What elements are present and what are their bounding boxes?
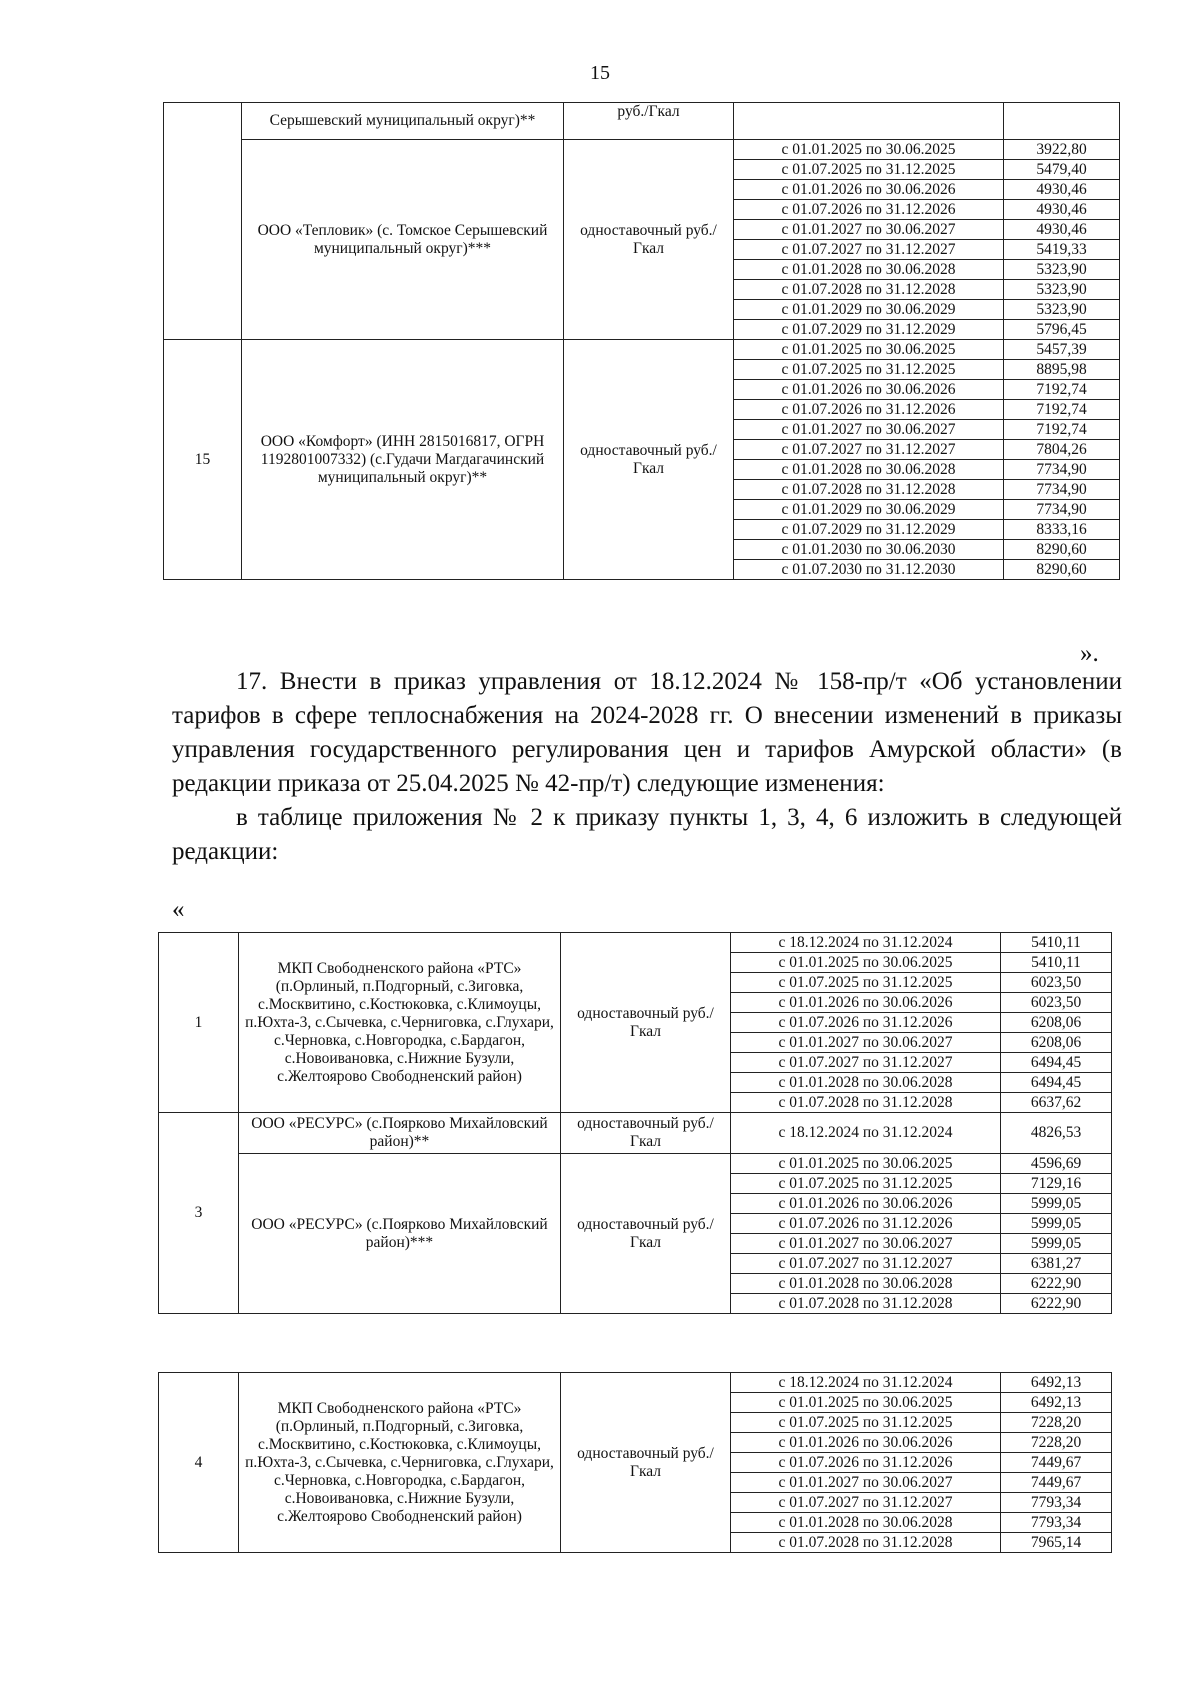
number-cell: 1 — [159, 933, 239, 1113]
period-cell — [734, 103, 1004, 140]
closing-quote: ». — [1080, 640, 1099, 667]
tariff-value-cell: 7734,90 — [1004, 460, 1120, 480]
period-cell: с 01.01.2026 по 30.06.2026 — [734, 180, 1004, 200]
tariff-value-cell: 6023,50 — [1001, 993, 1112, 1013]
tariff-value-cell: 8290,60 — [1004, 540, 1120, 560]
tariff-value-cell: 5323,90 — [1004, 280, 1120, 300]
organization-cell: МКП Свободненского района «РТС» (п.Орлиный, п.Подгорный, с.Зиговка, с.Москвитино, с.Костюковка, с.Климоуцы, п.Юхта-3, с.Сычевка, с.Черниговка, с.Глухари, с.Черновка, с.Новгородка, с.Бардагон, с.Новоивановка, с.Нижние Бузули, с.Желтоярово Свободненский район) — [239, 933, 561, 1113]
period-cell: с 01.01.2028 по 30.06.2028 — [731, 1073, 1001, 1093]
period-cell: с 01.01.2026 по 30.06.2026 — [731, 1194, 1001, 1214]
tariff-value-cell: 4930,46 — [1004, 200, 1120, 220]
period-cell: с 01.07.2026 по 31.12.2026 — [731, 1214, 1001, 1234]
tariff-value-cell: 5457,39 — [1004, 340, 1120, 360]
period-cell: с 01.01.2027 по 30.06.2027 — [731, 1234, 1001, 1254]
period-cell: с 01.07.2028 по 31.12.2028 — [731, 1294, 1001, 1314]
table-row — [164, 340, 1120, 360]
period-cell: с 18.12.2024 по 31.12.2024 — [731, 1373, 1001, 1393]
tariff-value-cell: 3922,80 — [1004, 140, 1120, 160]
tariff-value-cell: 7449,67 — [1001, 1453, 1112, 1473]
tariff-value-cell: 5796,45 — [1004, 320, 1120, 340]
period-cell: с 01.01.2026 по 30.06.2026 — [731, 993, 1001, 1013]
period-cell: с 01.07.2025 по 31.12.2025 — [731, 1413, 1001, 1433]
period-cell: с 01.01.2025 по 30.06.2025 — [734, 140, 1004, 160]
organization-cell: ООО «РЕСУРС» (с.Поярково Михайловский район)** — [239, 1113, 561, 1154]
period-cell: с 01.07.2026 по 31.12.2026 — [731, 1453, 1001, 1473]
period-cell: с 01.01.2025 по 30.06.2025 — [731, 953, 1001, 973]
tariff-type-cell: одноставочный руб./Гкал — [564, 340, 734, 580]
number-cell: 3 — [159, 1113, 239, 1314]
tariff-value-cell: 6494,45 — [1001, 1073, 1112, 1093]
period-cell: с 01.01.2028 по 30.06.2028 — [731, 1274, 1001, 1294]
period-cell: с 01.01.2028 по 30.06.2028 — [734, 460, 1004, 480]
tariff-value-cell: 7804,26 — [1004, 440, 1120, 460]
tariff-value-cell: 6222,90 — [1001, 1274, 1112, 1294]
tariff-value-cell: 4826,53 — [1001, 1113, 1112, 1154]
number-cell — [164, 103, 242, 340]
tariff-value-cell: 7228,20 — [1001, 1433, 1112, 1453]
organization-cell: МКП Свободненского района «РТС» (п.Орлиный, п.Подгорный, с.Зиговка, с.Москвитино, с.Костюковка, с.Климоуцы, п.Юхта-3, с.Сычевка, с.Черниговка, с.Глухари, с.Черновка, с.Новгородка, с.Бардагон, с.Новоивановка, с.Нижние Бузули, с.Желтоярово Свободненский район) — [239, 1373, 561, 1553]
period-cell: с 01.01.2025 по 30.06.2025 — [731, 1393, 1001, 1413]
tariff-value-cell: 7793,34 — [1001, 1493, 1112, 1513]
tariff-value-cell: 5323,90 — [1004, 260, 1120, 280]
period-cell: с 01.07.2026 по 31.12.2026 — [734, 400, 1004, 420]
tariff-value-cell: 7965,14 — [1001, 1533, 1112, 1553]
tariff-type-cell: одноставочный руб./Гкал — [561, 1373, 731, 1553]
period-cell: с 01.07.2028 по 31.12.2028 — [731, 1093, 1001, 1113]
tariff-value-cell: 7129,16 — [1001, 1174, 1112, 1194]
paragraph-17-sub: в таблице приложения № 2 к приказу пункты 1, 3, 4, 6 изложить в следующей редакции: — [172, 804, 1122, 865]
tariff-type-cell: руб./Гкал — [564, 103, 734, 140]
period-cell: с 01.01.2027 по 30.06.2027 — [734, 420, 1004, 440]
tariff-value-cell: 7793,34 — [1001, 1513, 1112, 1533]
tariff-value-cell: 7228,20 — [1001, 1413, 1112, 1433]
period-cell: с 01.01.2027 по 30.06.2027 — [734, 220, 1004, 240]
tariff-value-cell: 5410,11 — [1001, 953, 1112, 973]
period-cell: с 01.01.2030 по 30.06.2030 — [734, 540, 1004, 560]
period-cell: с 01.01.2027 по 30.06.2027 — [731, 1033, 1001, 1053]
opening-quote: « — [172, 896, 185, 923]
tariff-value-cell: 5323,90 — [1004, 300, 1120, 320]
tariff-value-cell: 5999,05 — [1001, 1194, 1112, 1214]
tariff-value-cell: 4930,46 — [1004, 220, 1120, 240]
period-cell: с 01.07.2028 по 31.12.2028 — [734, 480, 1004, 500]
period-cell: с 18.12.2024 по 31.12.2024 — [731, 933, 1001, 953]
tariff-value-cell: 6208,06 — [1001, 1033, 1112, 1053]
tariff-table-1 — [163, 102, 1120, 580]
tariff-value-cell — [1004, 103, 1120, 140]
period-cell: с 01.01.2028 по 30.06.2028 — [731, 1513, 1001, 1533]
period-cell: с 01.07.2027 по 31.12.2027 — [734, 440, 1004, 460]
tariff-value-cell: 7192,74 — [1004, 420, 1120, 440]
tariff-value-cell: 6637,62 — [1001, 1093, 1112, 1113]
tariff-table-3 — [158, 1372, 1112, 1553]
number-cell: 4 — [159, 1373, 239, 1553]
tariff-value-cell: 7192,74 — [1004, 380, 1120, 400]
period-cell: с 01.01.2026 по 30.06.2026 — [731, 1433, 1001, 1453]
period-cell: с 01.07.2025 по 31.12.2025 — [734, 160, 1004, 180]
tariff-value-cell: 8333,16 — [1004, 520, 1120, 540]
period-cell: с 01.07.2025 по 31.12.2025 — [731, 1174, 1001, 1194]
table-row — [159, 1154, 1112, 1174]
table-row — [164, 103, 1120, 140]
number-cell: 15 — [164, 340, 242, 580]
tariff-type-cell: одноставочный руб./Гкал — [561, 1113, 731, 1154]
period-cell: с 18.12.2024 по 31.12.2024 — [731, 1113, 1001, 1154]
organization-cell: ООО «Комфорт» (ИНН 2815016817, ОГРН 1192801007332) (с.Гудачи Магдагачинский муниципальный округ)** — [242, 340, 564, 580]
tariff-value-cell: 6208,06 — [1001, 1013, 1112, 1033]
organization-cell: ООО «РЕСУРС» (с.Поярково Михайловский район)*** — [239, 1154, 561, 1314]
tariff-value-cell: 5999,05 — [1001, 1214, 1112, 1234]
tariff-value-cell: 5410,11 — [1001, 933, 1112, 953]
organization-cell: Серышевский муниципальный округ)** — [242, 103, 564, 140]
tariff-value-cell: 5419,33 — [1004, 240, 1120, 260]
tariff-value-cell: 6381,27 — [1001, 1254, 1112, 1274]
page-number: 15 — [590, 62, 610, 84]
tariff-value-cell: 8290,60 — [1004, 560, 1120, 580]
period-cell: с 01.07.2028 по 31.12.2028 — [734, 280, 1004, 300]
period-cell: с 01.07.2027 по 31.12.2027 — [731, 1254, 1001, 1274]
period-cell: с 01.01.2026 по 30.06.2026 — [734, 380, 1004, 400]
period-cell: с 01.01.2029 по 30.06.2029 — [734, 500, 1004, 520]
paragraph-17 — [172, 665, 1122, 869]
tariff-value-cell: 6222,90 — [1001, 1294, 1112, 1314]
tariff-value-cell: 5479,40 — [1004, 160, 1120, 180]
period-cell: с 01.07.2026 по 31.12.2026 — [734, 200, 1004, 220]
tariff-value-cell: 5999,05 — [1001, 1234, 1112, 1254]
period-cell: с 01.01.2027 по 30.06.2027 — [731, 1473, 1001, 1493]
table-row — [159, 1373, 1112, 1393]
tariff-value-cell: 7734,90 — [1004, 500, 1120, 520]
period-cell: с 01.01.2028 по 30.06.2028 — [734, 260, 1004, 280]
period-cell: с 01.07.2030 по 31.12.2030 — [734, 560, 1004, 580]
period-cell: с 01.07.2027 по 31.12.2027 — [731, 1493, 1001, 1513]
organization-cell: ООО «Тепловик» (с. Томское Серышевский муниципальный округ)*** — [242, 140, 564, 340]
tariff-value-cell: 7449,67 — [1001, 1473, 1112, 1493]
table-row — [159, 933, 1112, 953]
tariff-type-cell: одноставочный руб./Гкал — [561, 1154, 731, 1314]
period-cell: с 01.07.2029 по 31.12.2029 — [734, 320, 1004, 340]
period-cell: с 01.01.2025 по 30.06.2025 — [731, 1154, 1001, 1174]
period-cell: с 01.07.2025 по 31.12.2025 — [731, 973, 1001, 993]
tariff-value-cell: 6023,50 — [1001, 973, 1112, 993]
table-row — [159, 1113, 1112, 1154]
tariff-value-cell: 6494,45 — [1001, 1053, 1112, 1073]
paragraph-17-text: 17. Внести в приказ управления от 18.12.2024 № 158-пр/т «Об установлении тарифов в сфере теплоснабжения на 2024-2028 гг. О внесении изменений в приказы управления государственного регулирования цен и тарифов Амурской области» (в редакции приказа от 25.04.2025 № 42-пр/т) следующие изменения: — [172, 668, 1122, 797]
period-cell: с 01.07.2027 по 31.12.2027 — [734, 240, 1004, 260]
period-cell: с 01.01.2025 по 30.06.2025 — [734, 340, 1004, 360]
period-cell: с 01.07.2026 по 31.12.2026 — [731, 1013, 1001, 1033]
tariff-value-cell: 4930,46 — [1004, 180, 1120, 200]
table-row — [164, 140, 1120, 160]
period-cell: с 01.01.2029 по 30.06.2029 — [734, 300, 1004, 320]
tariff-type-cell: одноставочный руб./Гкал — [561, 933, 731, 1113]
tariff-table-2 — [158, 932, 1112, 1314]
period-cell: с 01.07.2029 по 31.12.2029 — [734, 520, 1004, 540]
tariff-value-cell: 6492,13 — [1001, 1373, 1112, 1393]
period-cell: с 01.07.2028 по 31.12.2028 — [731, 1533, 1001, 1553]
tariff-value-cell: 7192,74 — [1004, 400, 1120, 420]
period-cell: с 01.07.2025 по 31.12.2025 — [734, 360, 1004, 380]
tariff-type-cell: одноставочный руб./Гкал — [564, 140, 734, 340]
period-cell: с 01.07.2027 по 31.12.2027 — [731, 1053, 1001, 1073]
tariff-value-cell: 6492,13 — [1001, 1393, 1112, 1413]
tariff-value-cell: 8895,98 — [1004, 360, 1120, 380]
tariff-value-cell: 4596,69 — [1001, 1154, 1112, 1174]
tariff-value-cell: 7734,90 — [1004, 480, 1120, 500]
